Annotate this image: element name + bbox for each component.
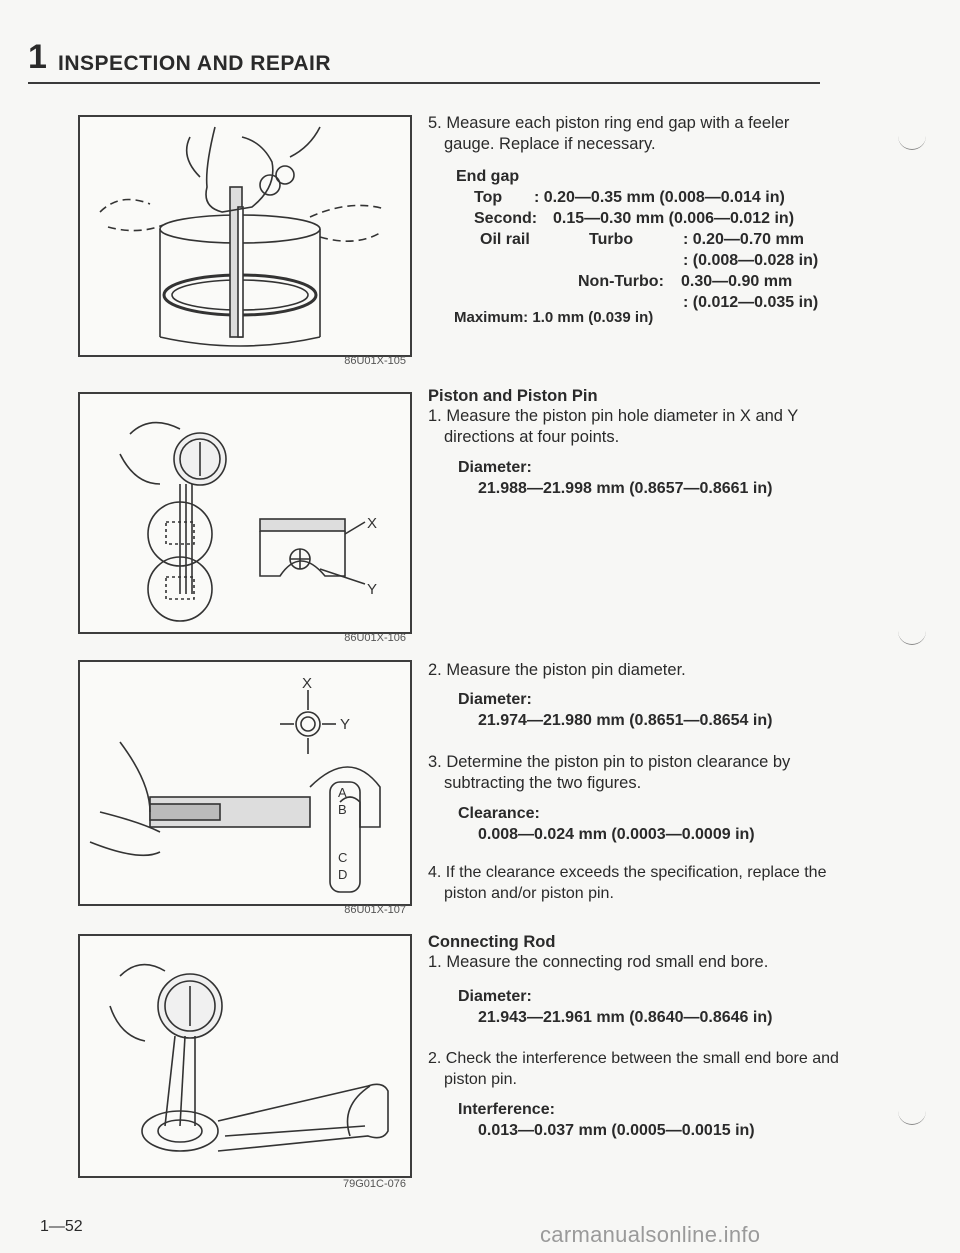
watermark: carmanualsonline.info <box>540 1222 761 1247</box>
clearance-value: 0.008—0.024 mm (0.0003—0.0009 in) <box>478 826 755 843</box>
pin-diameter-value: 21.974—21.980 mm (0.8651—0.8654 in) <box>478 712 773 729</box>
end-gap-heading: End gap <box>456 168 520 185</box>
header-rule <box>28 82 820 84</box>
margin-mark <box>898 135 926 150</box>
piston-pin-step4: 4. If the clearance exceeds the specification, replace the piston and/or piston pin. <box>428 864 827 902</box>
figure-caption-1: 86U01X-105 <box>344 355 406 367</box>
interference-label: Interference: <box>458 1101 555 1118</box>
piston-pin-heading: Piston and Piston Pin <box>428 387 598 405</box>
end-gap-top-value: : 0.20—0.35 mm (0.008—0.014 in) <box>534 189 785 206</box>
con-rod-step2: 2. Check the interference between the small end bore and piston pin. <box>428 1050 839 1088</box>
figure-micrometer <box>78 660 412 906</box>
piston-hole-diameter-label: Diameter: <box>458 459 532 476</box>
figure3-label-x: X <box>302 675 313 692</box>
piston-hole-diameter-value: 21.988—21.998 mm (0.8657—0.8661 in) <box>478 480 773 497</box>
end-gap-nonturbo-value: 0.30—0.90 mm <box>681 273 793 290</box>
piston-pin-step3: 3. Determine the piston pin to piston clearance by subtracting the two figures. <box>428 753 791 792</box>
margin-mark <box>898 630 926 645</box>
end-gap-turbo-value-in: : (0.008—0.028 in) <box>683 252 819 269</box>
con-rod-heading: Connecting Rod <box>428 933 556 951</box>
end-gap-turbo-label: Turbo <box>589 231 634 248</box>
figure-caption-3: 86U01X-107 <box>344 904 406 916</box>
end-gap-top-label: Top <box>474 189 503 206</box>
end-gap-maximum: Maximum: 1.0 mm (0.039 in) <box>454 309 654 326</box>
con-rod-step1: 1. Measure the connecting rod small end bore. <box>428 953 769 971</box>
figure-pin-hole-gauge <box>78 392 412 634</box>
micrometer-illustration <box>80 662 410 904</box>
figure3-label-a: A <box>338 785 347 800</box>
piston-pin-step1: 1. Measure the piston pin hole diameter in X and Y directions at four points. <box>428 407 798 446</box>
figure3-label-c: C <box>338 850 348 865</box>
figure-con-rod-gauge <box>78 934 412 1178</box>
figure2-label-x: X <box>367 515 378 532</box>
clearance-label: Clearance: <box>458 805 540 822</box>
end-gap-second-label: Second: <box>474 210 538 227</box>
figure-feeler-gauge <box>78 115 412 357</box>
pin-hole-gauge-illustration <box>80 394 410 632</box>
bore-diameter-value: 21.943—21.961 mm (0.8640—0.8646 in) <box>478 1009 773 1026</box>
con-rod-gauge-illustration <box>80 936 410 1176</box>
ring-gap-step: 5. Measure each piston ring end gap with a feeler gauge. Replace if necessary. <box>428 114 790 153</box>
interference-value: 0.013—0.037 mm (0.0005—0.0015 in) <box>478 1122 755 1139</box>
figure3-label-b: B <box>338 802 347 817</box>
figure-caption-4: 79G01C-076 <box>343 1178 406 1190</box>
figure3-label-y: Y <box>340 716 351 733</box>
figure-caption-2: 86U01X-106 <box>344 632 406 644</box>
feeler-gauge-illustration <box>80 117 410 355</box>
end-gap-second-value: 0.15—0.30 mm (0.006—0.012 in) <box>553 210 795 227</box>
end-gap-nonturbo-value-in: : (0.012—0.035 in) <box>683 294 819 311</box>
pin-diameter-label: Diameter: <box>458 691 532 708</box>
end-gap-nonturbo-label: Non-Turbo: <box>578 273 664 290</box>
margin-mark <box>898 1110 926 1125</box>
end-gap-turbo-value: : 0.20—0.70 mm <box>683 231 804 248</box>
bore-diameter-label: Diameter: <box>458 988 532 1005</box>
end-gap-oil-label: Oil rail <box>480 231 530 248</box>
piston-pin-step2: 2. Measure the piston pin diameter. <box>428 661 686 679</box>
figure3-label-d: D <box>338 867 348 882</box>
page-number: 1—52 <box>40 1218 83 1235</box>
section-number: 1 <box>28 38 47 76</box>
figure2-label-y: Y <box>367 581 378 598</box>
section-title: INSPECTION AND REPAIR <box>58 52 332 75</box>
